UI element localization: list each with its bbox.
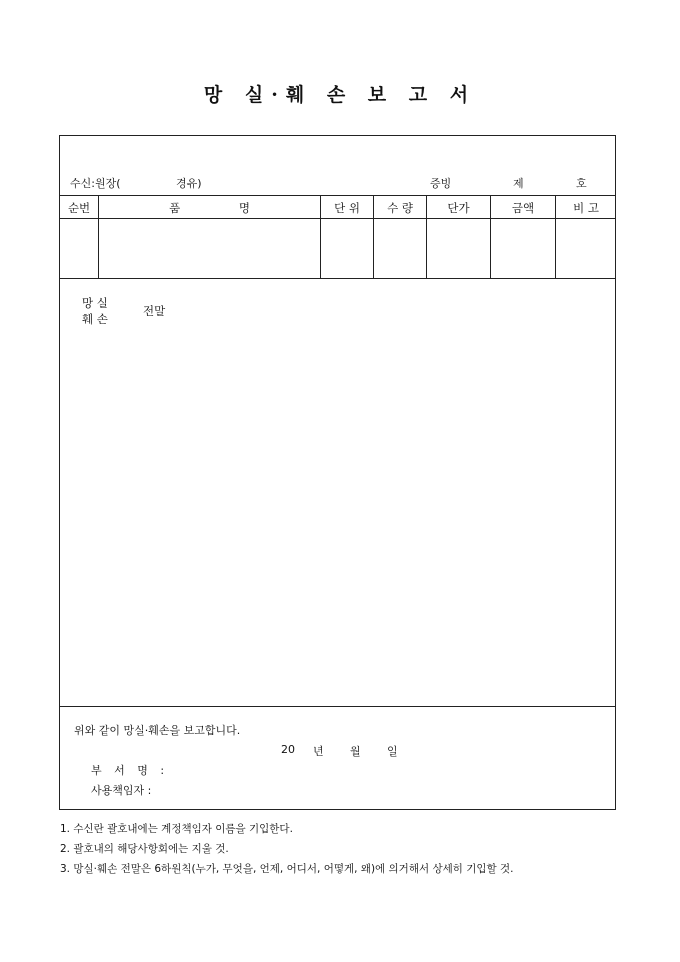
note-1: 1. 수신란 괄호내에는 계정책임자 이름을 기입한다.	[60, 823, 293, 835]
date-year: 년	[313, 745, 324, 758]
damage-label: 훼 손	[82, 312, 108, 326]
column-header-unit: 단 위	[334, 201, 360, 215]
column-header-item-name: 품 명	[169, 201, 250, 215]
column-header-amount: 금액	[511, 201, 535, 215]
document-title: 망 실·훼 손 보 고 서	[203, 84, 477, 106]
department-label: 부 서 명 :	[91, 764, 165, 777]
loss-label: 망 실	[82, 296, 108, 310]
footer-divider	[59, 706, 616, 707]
details-label: 전말	[143, 304, 166, 318]
table-top-border	[59, 195, 616, 196]
column-header-quantity: 수 량	[387, 201, 413, 215]
report-statement: 위와 같이 망실·훼손을 보고합니다.	[74, 724, 241, 737]
date-day: 일	[387, 745, 398, 758]
note-2: 2. 괄호내의 해당사항회에는 지울 것.	[60, 843, 229, 855]
note-3: 3. 망실·훼손 전말은 6하원칙(누가, 무엇을, 언제, 어디서, 어떻게, 왜)에 의거해서 상세히 기입할 것.	[60, 863, 514, 875]
column-header-remarks: 비 고	[573, 201, 599, 215]
column-header-unit-price: 단가	[447, 201, 470, 215]
column-header-seq: 순번	[67, 201, 91, 215]
table-header-divider	[59, 218, 616, 219]
report-form	[59, 135, 616, 810]
number-label: 제	[513, 177, 524, 190]
evidence-label: 증빙	[430, 177, 452, 190]
number-suffix: 호	[576, 177, 587, 190]
date-month: 월	[350, 745, 361, 758]
responsible-person-label: 사용책임자 :	[91, 784, 152, 797]
via-label: 경유)	[176, 177, 202, 190]
table-bottom-border	[59, 278, 616, 279]
recipient-label: 수신:원장(	[70, 177, 121, 190]
date-year-prefix: 20	[281, 743, 295, 756]
